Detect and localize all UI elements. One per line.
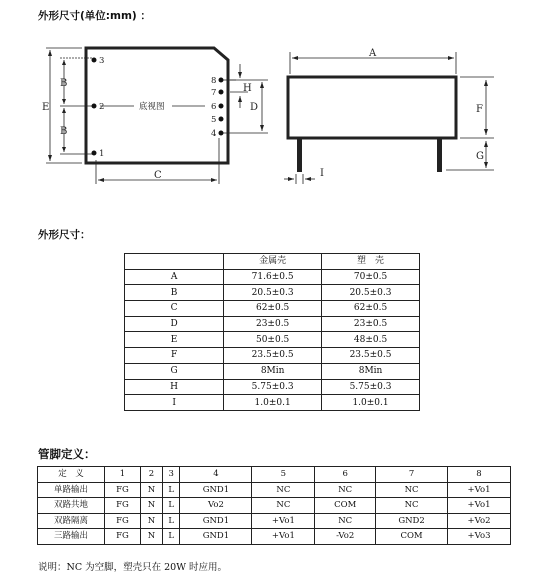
- header-cell: 3: [163, 467, 180, 483]
- pin-label-7: 7: [211, 88, 217, 98]
- pin-label-3: 3: [99, 56, 105, 66]
- dim-label-i: I: [320, 168, 324, 179]
- pin-8-dot: [219, 78, 224, 83]
- header-cell: 金属壳: [224, 254, 322, 270]
- pin-label-6: 6: [211, 102, 217, 112]
- dimensions-table: [124, 253, 420, 411]
- pin-label-8: 8: [211, 76, 217, 86]
- table-row: G 8Min 8Min: [125, 363, 420, 379]
- header-cell: 1: [105, 467, 141, 483]
- dim-label-g: G: [476, 151, 484, 162]
- pin-label-2: 2: [99, 102, 105, 112]
- header-cell: 塑 壳: [322, 254, 420, 270]
- note-text: 说明：NC 为空脚，塑壳只在 20W 时应用。: [38, 562, 227, 573]
- table-row: B 20.5±0.3 20.5±0.3: [125, 285, 420, 301]
- header-cell: 7: [376, 467, 448, 483]
- outline-drawing: [0, 30, 534, 230]
- header-cell: 定 义: [38, 467, 105, 483]
- side-view-outline: [288, 77, 456, 138]
- table-header-row: [125, 254, 420, 270]
- table-row: D 23±0.5 23±0.5: [125, 316, 420, 332]
- pin-7-dot: [219, 90, 224, 95]
- dimensions-heading: 外形尺寸：: [38, 229, 91, 241]
- table-row: H 5.75±0.3 5.75±0.3: [125, 379, 420, 395]
- table-row: 单路输出 FG N L GND1 NC NC NC +Vo1: [38, 482, 511, 498]
- header-cell: 5: [252, 467, 315, 483]
- header-cell: 8: [448, 467, 511, 483]
- pins-heading: 管脚定义：: [38, 447, 96, 461]
- dim-label-d: D: [250, 102, 259, 113]
- dim-label-c: C: [154, 170, 162, 181]
- pin-5-dot: [219, 117, 224, 122]
- pin-label-5: 5: [211, 115, 217, 125]
- dim-label-b-upper: B: [60, 78, 68, 89]
- header-cell: [125, 254, 224, 270]
- dim-label-f: F: [476, 104, 483, 115]
- header-cell: 4: [180, 467, 252, 483]
- pin-label-1: 1: [99, 149, 105, 159]
- pin-2-dot: [92, 104, 97, 109]
- table-row: 三路输出 FG N L GND1 +Vo1 -Vo2 COM +Vo3: [38, 529, 511, 545]
- table-row: I 1.0±0.1 1.0±0.1: [125, 395, 420, 411]
- table-row: C 62±0.5 62±0.5: [125, 301, 420, 317]
- table-row: 双路隔离 FG N L GND1 +Vo1 NC GND2 +Vo2: [38, 513, 511, 529]
- dim-label-h: H: [243, 83, 252, 94]
- dim-label-a: A: [369, 48, 377, 59]
- table-header-row: [38, 467, 511, 483]
- header-cell: 6: [315, 467, 376, 483]
- table-row: E 50±0.5 48±0.5: [125, 332, 420, 348]
- pin-1-dot: [92, 151, 97, 156]
- table-row: 双路共地 FG N L Vo2 NC COM NC +Vo1: [38, 498, 511, 514]
- dim-label-b-lower: B: [60, 126, 68, 137]
- table-row: A 71.6±0.5 70±0.5: [125, 269, 420, 285]
- pin-definition-table: [37, 466, 511, 545]
- dim-label-e: E: [42, 102, 50, 113]
- table-row: F 23.5±0.5 23.5±0.5: [125, 348, 420, 364]
- header-cell: 2: [140, 467, 162, 483]
- outline-heading: 外形尺寸(单位:mm) ：: [38, 10, 151, 22]
- pin-6-dot: [219, 104, 224, 109]
- pin-4-dot: [219, 131, 224, 136]
- pin-label-4: 4: [211, 129, 217, 139]
- bottom-view-label: 底视图: [139, 102, 165, 112]
- pin-3-dot: [92, 58, 97, 63]
